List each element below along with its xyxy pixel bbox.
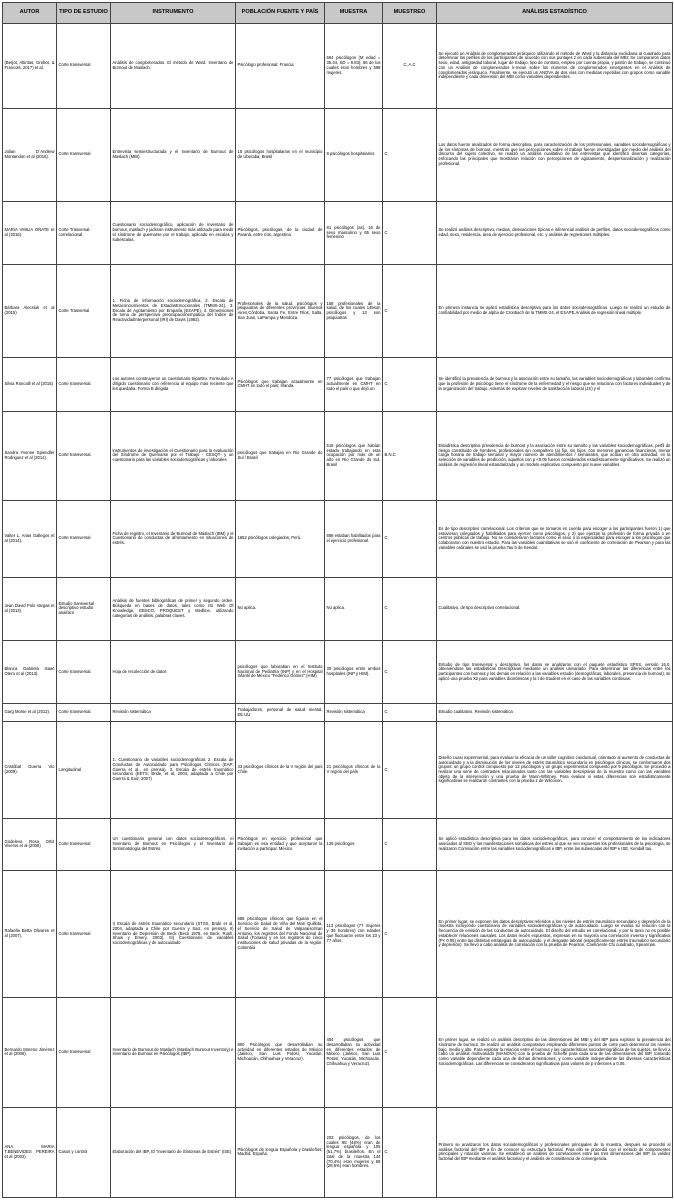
cell-muestreo: C: [383, 640, 437, 703]
cell-tipo: Corte transversal.: [57, 704, 111, 722]
table-row: [3, 997, 673, 1107]
cell-poblacion: No aplica.: [236, 577, 325, 640]
cell-instrumento: Inventario de Burnout de Maslach (Maslach Burnout Inventory) e Inventario de Burnout en Psicólogos (IBP): [111, 997, 236, 1107]
cell-muestra: 518 psicólogos que habían estado trabajando en esta ocupación por más de un año en Rio Grande do Sul, Brasil: [325, 411, 383, 500]
cell-tipo: Estudio transversal descriptivo estudio analítico: [57, 577, 111, 640]
cell-poblacion: 686 psicólogos clínicos que figuran en el Servicio de Salud de Viña del Mar/ Quillota, el Servicio de Salud de Valparaíso/San Antonio, los registros del Fondo Nacional de Salud (Fonasa) y en los registros de cinco instituciones de salud privadas de la región. Colombia: [236, 871, 325, 997]
cell-poblacion: Psicólogos, psicólogas, de la ciudad de Paraná, entre ríos, argentina: [236, 201, 325, 264]
cell-muestreo: C: [383, 997, 437, 1107]
cell-instrumento: Ficha de registro, el Inventario de Burnout de Maslach (IBM) y el Cuestionario de conductas de afrontamiento en situaciones de estrés.: [111, 500, 236, 577]
cell-instrumento: Elaboración del IBP, El “Inventario de Síntomas de Estrés” (ISE): [111, 1107, 236, 1197]
cell-muestra: 454 psicólogos que desarrollaban su actividad en diferentes estados de México (Jalisco, San Luis Potosí, Yucatán, Michoacán, Chihuahua y Veracruz).: [325, 997, 383, 1107]
cell-muestreo: C, A.C: [383, 24, 437, 109]
cell-autor: Valter L. Arias Gallegos et al (2014).: [3, 500, 57, 577]
cell-muestreo: C: [383, 1107, 437, 1197]
cell-muestra: 77 psicólogos que trabajan actualmente en CMHT en todo el país o que dejó un: [325, 358, 383, 412]
cell-tipo: Corte transversal: [57, 500, 111, 577]
cell-instrumento: Análisis de fuentes bibliográficas de primer y segundo orden. Búsqueda en bases de datos, tales como ISI Web Of Knowledge, EBSCO, PROQUEST y Medline, utilizando categorías de análisis, palabras claves.: [111, 577, 236, 640]
cell-autor: MARIA VMILIA OÑATE et al (2016).: [3, 201, 57, 264]
cell-analisis: Diseño cuasi experimental, para evaluar la eficacia de un taller cognitivo conductual, orientado al aumento de conductas de autocuidado y a la disminución de los niveles de estrés traumático secundario en psicólogos clínicos, se conformaron dos grupos: un grupo control compuesto por 12 psicólogos y un grupo experimental compuesto por 9 psicólogos. Se procedió a realizar una serie de contrastes relacionados tanto con las variables descriptivas de la muestra como con las variables objeto de la intervención y una prueba de Mann-Whitney. Para evaluar si estas diferencias son estadísticamente significativas se realizaron contrastes con la prueba z de Wilcoxon.: [437, 722, 673, 818]
cell-instrumento: Entrevista semiestructurada y el Inventario de Burnout de Maslach (MBI).: [111, 108, 236, 201]
cell-analisis: Se aplicó estadística descriptiva para los datos sociodemográficos, para conocer el comportamiento de los indicadores asociados al SBO y las manifestaciones somáticas del estrés al que se ven expuestos los profesionales de la psicología, se realizaron Correlación entre las variables sociodemográficas e IBP, entre las subescalas del IBP e ISE, Kendall tau.: [437, 818, 673, 870]
cell-tipo: Corte Trasversal-correlacional: [57, 201, 111, 264]
cell-autor: Bernardo Moreno Jiménez et al (2006).: [3, 997, 57, 1107]
table-row: [3, 1107, 673, 1197]
header-autor: AUTOR: [3, 3, 57, 24]
cell-analisis: Cualitativo, de tipo descriptivo correlacional.: [437, 577, 673, 640]
cell-poblacion: Psicólogos que trabajan actualmente en CMHT en todo el país; Irlanda.: [236, 358, 325, 412]
cell-muestra: No aplica.: [325, 577, 383, 640]
cell-muestreo: C: [383, 500, 437, 577]
cell-instrumento: Cuestionario sociodemográfico, aplicación de inventario de burnout, maslach y jackson instrumento más utilizado para medir el síndrome de quemarse por el trabajo, aplicado en escalas y subescalas.: [111, 201, 236, 264]
cell-poblacion: 15 psicólogos hospitalarios en el municipio de Uberaba; Brasil: [236, 108, 325, 201]
cell-poblacion: 1652 psicólogos colegiados, Perú.: [236, 500, 325, 577]
cell-poblacion: psicólogos que trabajan en Rio Grande do Sul / Brasil: [236, 411, 325, 500]
table-row: [3, 358, 673, 412]
cell-instrumento: 1. Cuestionario de variables sociodemográficas 2. Escala de Conductas de Autocuidado para Psicólogos Clínicos (EAP; Guerra et al., en prensa). 3. Escala de estrés traumático secundario (EETS; Bride, et al, 2004, adaptada a Chile por Guerra & Saiz, 2007): [111, 722, 236, 818]
header-instrumento: INSTRUMENTO: [111, 3, 236, 24]
table-row: [3, 704, 673, 722]
cell-muestreo: C: [383, 704, 437, 722]
cell-analisis: Estudio de tipo transversal y descriptivo, los datos se analizaron con el paquete estadístico SPSS, versión 16.0, obteniéndose las estadísticas Descriptivas mediante un análisis univariado. Para determinar las diferencias entre los participantes con burnout y los demás en relación a las variables estudio (demográficas, laborales, presencia de burnout), se aplicó una prueba X2 para variables dicotómicas y la t de Student en el caso de las variables continuas.: [437, 640, 673, 703]
table-row: [3, 108, 673, 201]
table-row: [3, 640, 673, 703]
cell-poblacion: 800 Psicólogos que desarrollaban su actividad en diferentes estados de México (Jalisco, San Luis Potosí, Yucatán, Michoacán, Chihuahua y Veracruz).: [236, 997, 325, 1107]
cell-analisis: Estadística descriptiva prevalencia de burnout y la asociación entre su tamaño y las variables sociodemográficas, perfil de riesgo constituido de hombres, profesionales sin compañero (a) fijo, sin hijos, con menores ganancias financieras, menor carga horaria de trabajo semanal y mayor número de atendimientos / semanales, que actúan en otra actividad, en la selección de variables de predicción, aquellos con p <0.05 fueron considerados estadísticamente significativos. Se realizó un análisis de regresión lineal estandarizada y un modelo explicativo compuesto por nueve variables.: [437, 411, 673, 500]
cell-instrumento: Hoja de recolección de datos: [111, 640, 236, 703]
cell-tipo: Corte transversal: [57, 997, 111, 1107]
cell-instrumento: Análisis de conglomerados. El método de Ward. Inventario de Burnout de Maslach.: [111, 24, 236, 109]
cell-autor: Cristóbal Guerra Vio (2009).: [3, 722, 57, 818]
cell-tipo: Corte transversal.: [57, 358, 111, 412]
cell-autor: Bárbara Alecsiuk et al (2015): [3, 264, 57, 357]
cell-analisis: En primera instancia se aplicó estadística descriptiva para los datos sociodemográficos. Luego se realizó un estudio de confiabilidad por medio de alpha de Cronbach de la TMMS-24, el ESAPE.Análisis de regresión lineal múltiple.: [437, 264, 673, 357]
cell-muestra: Revisión sistemática: [325, 704, 383, 722]
cell-analisis: Se realizó análisis descriptivo, medias, desviaciones típicas e inferencial análisis de perfiles, datos sociodemográficos como edad, sexo, residencia, área de ejercicio profesional, etc. y análisis de regresiones múltiples.: [437, 201, 673, 264]
cell-autor: Blanca Gabriela Isaac Otero et al (2013).: [3, 640, 57, 703]
cell-instrumento: 1. Ficha de información sociodemográfica, 2. Escala de Metaconocimientos de EstadosEmocionales (TMMS-24), 3. Escala de Agotamiento por Empatía (ESAPE), 4. Dimensiones de toma de perspectiva preocupaciónempática del Índice de ReactividadInterpersonal (IRI) de Davis (1983).: [111, 264, 236, 357]
header-analisis: ANÁLISIS ESTADÍSTICO: [437, 3, 673, 24]
cell-tipo: Corte Trasversal: [57, 264, 111, 357]
cell-poblacion: psicólogos que laboraban en el Instituto Nacional de Pediatría (INP) y en el Hospital Infantil de México “Federico Gómez” (HIM): [236, 640, 325, 703]
cell-analisis: Se identificó la prevalencia de burnout y la asociación entre su tamaño, las variables sociodemográficas y laborales confirma que la profesión de psicólogo tiene el síndrome de la enfermedad y el riesgo que se relaciona con factores individuales y de la organización del trabajo. Además de explorar niveles de satisfacción laboral (JS) y el: [437, 358, 673, 412]
cell-tipo: Longitudinal: [57, 722, 111, 818]
cell-poblacion: Psicólogos en ejercicio profesional que trabajan en esa entidad y que aceptaron la invitación a participar. México: [236, 818, 325, 870]
cell-tipo: Corte transversal: [57, 871, 111, 997]
cell-muestra: 30 psicólogos entre ambos hospitales (INP y HIM).: [325, 640, 383, 703]
cell-tipo: Corte transversal.: [57, 411, 111, 500]
cell-analisis: Los datos fueron analizados de forma descriptiva, para caracterización de los profesionales, variables sociodemográficas y de los síntomas de burnout, mientras que las percepciones sobre el trabajo fueron investigadas por medio del análisis del discurso del sujeto colectivo, se realizó un análisis cualitativo de las entrevistas que identificó diversas categorías, enfocando las principales que mostraron relación con percepciones de agotamiento, despersonalización y realización profesional.: [437, 108, 673, 201]
table-row: [3, 500, 673, 577]
cell-instrumento: instrumentos de investigación el Cuestionario para la evaluación del Síndrome de Quemarse por el Trabajo - CESQT- y un cuestionario para las variables sociodemográficas y laborales: [111, 411, 236, 500]
cell-poblacion: Trabajadores, personal de salud mental, EE.UU: [236, 704, 325, 722]
cell-autor: Rafaella Betta Olivares et al (2007).: [3, 871, 57, 997]
cell-analisis: Primero se analizaron los datos sociodemográficos y profesionales principales de la muestra, después se procedió al análisis factorial del IBP a fin de conocer su estructura factorial. Para ello se procedió con el método de componentes principales y rotación varimax. Se estableció un análisis de correlaciones entre las tres dimensiones del IBP, la validez factorial del IBP mediante el análisis factorial y el análisis de consistencia de convergencia.: [437, 1107, 673, 1197]
cell-autor: Sandra Yvonne Spiendler Rodriguez et al (2014).: [3, 411, 57, 500]
cell-muestra: 126 psicólogos: [325, 818, 383, 870]
cell-analisis: En primer lugar, se realizó un análisis descriptivo de las dimensiones del MBI y del IBP para explorar la prevalencia del síndrome de burnout. Se realizó un análisis comparativo empleando diferentes puntos de corte para determinar los niveles bajo, medio y alto. Para explorar la relación entre el burnout y las características sociodemográficas de los sujetos, se llevó a cabo un análisis multivariado (MANOVA) con la prueba de Scheffé para cada una de las dimensiones del IBP, tomando como variable dependiente cada una de dichas dimensiones, y como variable independiente las diversas características sociodemográficas. Las diferencias se consideraron significativas para valores de p inferiores a 0.05.: [437, 997, 673, 1107]
cell-autor: (Berjot, Altintas, Grebot, & Francois, 2017) et al.: [3, 24, 57, 109]
cell-poblacion: Psicólogo profesional; Francia: [236, 24, 325, 109]
cell-autor: Silvia Roncalli et al (2015): [3, 358, 57, 412]
cell-poblacion: 43 psicólogos clínicos de la V región del país Chile.: [236, 722, 325, 818]
cell-muestreo: C: [383, 871, 437, 997]
cell-autor: Godeleva Rosa Ortiz Viveros et al (2008): [3, 818, 57, 870]
cell-tipo: Corte transversal.: [57, 640, 111, 703]
cell-tipo: Corte transversal: [57, 24, 111, 109]
table-row: [3, 411, 673, 500]
header-muestreo: MUESTREO: [383, 3, 437, 24]
cell-autor: Jean David Polo Vargas et al (2013).: [3, 577, 57, 640]
cell-muestra: 113 psicólogos (77 mujeres y 36 hombres) con edades que fluctuaron entre los 23 y 77 años.: [325, 871, 383, 997]
table-row: [3, 818, 673, 870]
cell-instrumento: Un cuestionario general con datos sociodemográficos, el Inventario de Burnout en Psicólogos y el Inventario de Sintomatología del Estrés.: [111, 818, 236, 870]
cell-muestreo: C: [383, 358, 437, 412]
cell-muestra: 158 profesionales de la salud, de los cuales 145son psicólogos y 13 son psiquiatras: [325, 264, 383, 357]
header-muestra: MUESTRA: [325, 3, 383, 24]
header-poblacion: POBLACIÓN FUENTE Y PAÍS: [236, 3, 325, 24]
cell-tipo: Corte transversal: [57, 818, 111, 870]
cell-muestreo: C: [383, 577, 437, 640]
table-row: [3, 24, 673, 109]
table-row: [3, 201, 673, 264]
cell-muestreo: C: [383, 818, 437, 870]
cell-tipo: Casos y control: [57, 1107, 111, 1197]
table-row: [3, 264, 673, 357]
header-row: [3, 3, 673, 24]
cell-instrumento: Revisión sistemática: [111, 704, 236, 722]
table-row: [3, 577, 673, 640]
cell-tipo: Corte transversal: [57, 108, 111, 201]
cell-poblacion: Psicólogos de lengua Española y brasileños; Madrid, España.: [236, 1107, 325, 1197]
table-row: [3, 722, 673, 818]
cell-autor: Garg Morse et al (2012).: [3, 704, 57, 722]
cell-muestreo: C: [383, 722, 437, 818]
cell-muestreo: C: [383, 264, 437, 357]
cell-analisis: En primer lugar, se exponen los datos descriptivos referidos a los niveles de estrés traumático secundario y depresión de la muestra incluyendo cuestionario de variables sociodemográficas y de autocuidado. Luego se evalúa su relación con la frecuencia de emisión de las conductas de autocuidado. El diseño del estudio es correlacional, y por lo tanto no es posible establecer relaciones causales. Los datos recién expuestos, expresan en su mayoría una correlación inversa y significativa (P< 0.05) entre las distintas estrategias de autocuidado, y el desgaste laboral (específicamente estrés traumático secundario y depresión). Se llevó a cabo análisis de correlación con la prueba de Pearson, Coeficiente Chi cuadrado, Spearman.: [437, 871, 673, 997]
cell-muestra: 81 psicólogos (as), 16 de sexo masculino y 65 sexo femenino: [325, 201, 383, 264]
cell-poblacion: Profesionales de la salud, psicólogos y psiquiatras de diferentes provincias: Buenos Aires,Córdoba, Santa Fe, Entre Ríos, Salta, San Juan, LaPampa y Mendoza.: [236, 264, 325, 357]
cell-instrumento: Los autores construyeron un cuestionario tripartito. Formulario A dirigido cuestionario con referencia al equipo más reciente que les quedaba. Forma B dirigida: [111, 358, 236, 412]
cell-autor: ANA MARIA T.BENEVIDES PEREIRA et al (2002): [3, 1107, 57, 1197]
cell-muestra: 698 estaban habilitados para el ejercicio profesional.: [325, 500, 383, 577]
header-tipo-estudio: TIPO DE ESTUDIO: [57, 3, 111, 24]
cell-analisis: Es de tipo descriptivo correlacional. Los criterios que se tomaron en cuenta para escoger a los participantes fueron 1) que estuvieran colegiados y habilitados para ejercer como psicólogos, y 2) que ejerzan la profesión de forma privada o en centros públicos de trabajo. No se consideraron factores como el sexo o la especialidad para escoger a los psicólogos que colaboraron con nuestro estudio. Para las variables cuantitativas se usó el coeficiente de correlación de Pearson y para las variables ordinales se usó la prueba Tau b de Kendal.: [437, 500, 673, 577]
cell-muestra: 21 psicólogos clínicos de la V región del país: [325, 722, 383, 818]
cell-muestreo: C: [383, 201, 437, 264]
cell-instrumento: I) Escala de estrés traumático secundario (STSS, Bride et al, 2004, adaptada a Chile por Guerra y Saiz, en prensa). II) Inventario de Depresión de Beck (Beck 1978, en Beck, Rush, Shaw y Emery, 2003). III) Cuestionario de variables sociodemográficas y de autocuidado: [111, 871, 236, 997]
table-row: [3, 871, 673, 997]
cell-muestreo: B.N.C: [383, 411, 437, 500]
cell-muestra: 9 psicólogos hospitalarios: [325, 108, 383, 201]
literature-review-table: [2, 2, 673, 1198]
cell-analisis: Se ejecutó un Análisis de conglomerados jerárquico utilizando el método de Ward y la distancia euclidiana al cuadrado para determinar los perfiles de los participantes de acuerdo con sus puntajes z en cada subescala del MBI; Se compararon datos sexo, edad, antigüedad laboral, lugar de trabajo, tipo de contrato, empleo por cuenta propia, y patrón de trabajo, se continuó con un Análisis de conglomerados k-mean sobre los números de conglomerados emergentes en el Análisis de conglomerados jerárquico. Finalmente, se ejecutó un ANOVA de dos vías con medidas repetidas con grupos como variable independiente y cada dimensión del MBI como variables dependientes.: [437, 24, 673, 109]
cell-autor: Julian D´Andrew Montandon et al (2016).: [3, 108, 57, 201]
cell-muestra: 203 psicólogos, de los cuales 98 (48%) eran de lengua española y 105 (51,7%) brasileños. En el total de la muestra 144 (70,4%) eran mujeres y 58 (28,6%) eran hombres.: [325, 1107, 383, 1197]
cell-muestra: 664 psicólogos (M edad = 35.44, SD = 9.83), 66 de los cuales eran hombres y 598 mujeres.: [325, 24, 383, 109]
cell-muestreo: C: [383, 108, 437, 201]
cell-analisis: Estudio cualitativo. Revisión sistemática: [437, 704, 673, 722]
